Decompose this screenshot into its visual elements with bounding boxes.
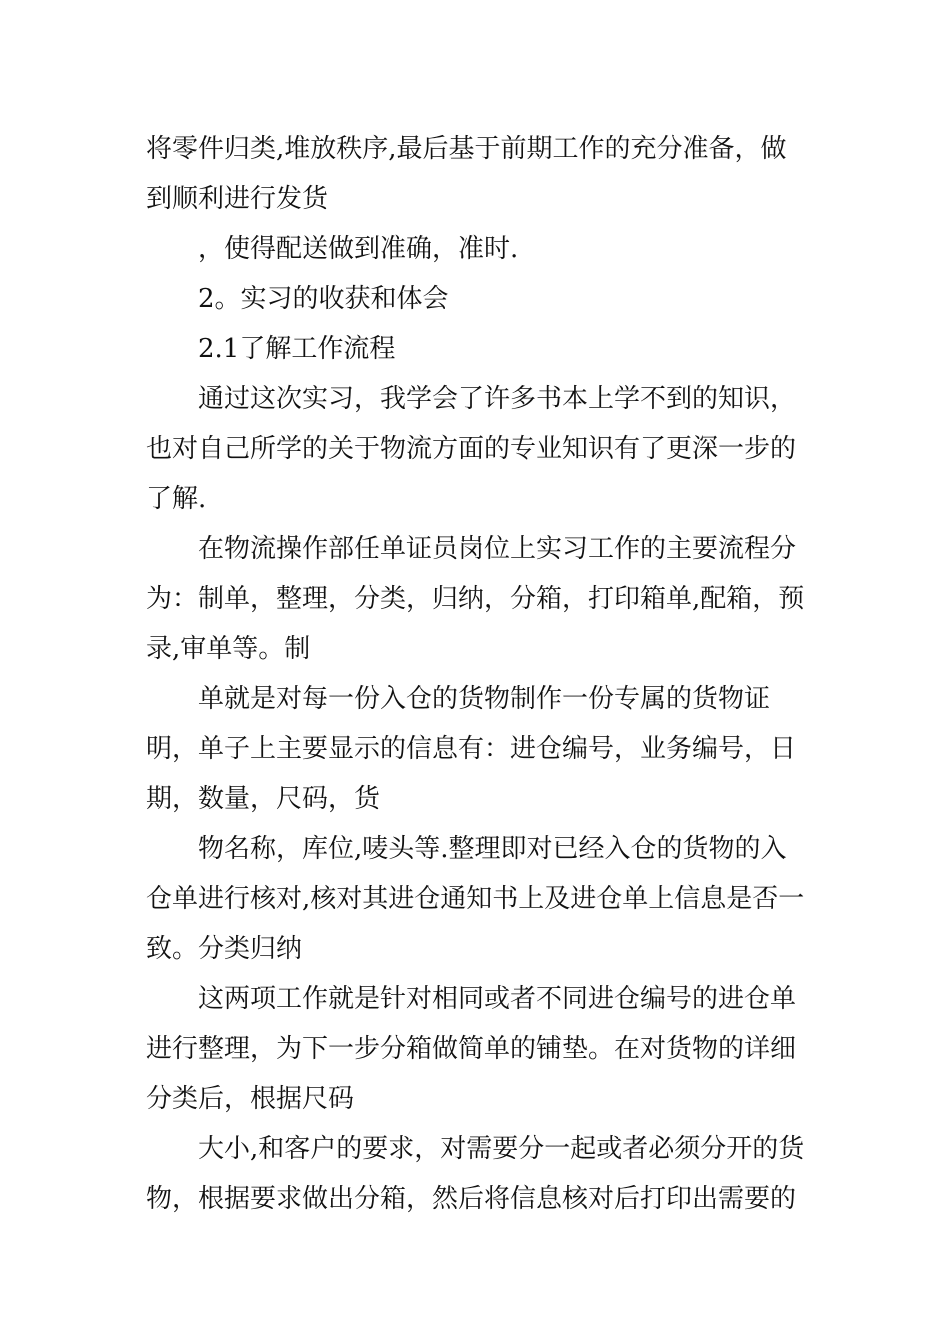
paragraph-1: 将零件归类,堆放秩序,最后基于前期工作的充分准备，做到顺利进行发货 bbox=[146, 134, 787, 214]
paragraph-2: ，使得配送做到准确，准时. bbox=[198, 234, 519, 264]
paragraph-8: 大小,和客户的要求，对需要分一起或者必须分开的货物，根据要求做出分箱，然后将信息核对后打印出需要的 bbox=[146, 1134, 805, 1214]
paragraph-6: 物名称，库位,唛头等.整理即对已经入仓的货物的入仓单进行核对,核对其进仓通知书上及进仓单上信息是否一致。分类归纳 bbox=[146, 834, 805, 964]
paragraph-4: 在物流操作部任单证员岗位上实习工作的主要流程分为：制单，整理，分类，归纳，分箱，打印箱单,配箱，预录,审单等。制 bbox=[146, 534, 805, 664]
paragraph-5: 单就是对每一份入仓的货物制作一份专属的货物证明，单子上主要显示的信息有：进仓编号，业务编号，日期，数量，尺码，货 bbox=[146, 684, 797, 814]
body-text bbox=[146, 124, 806, 1224]
paragraph-7: 这两项工作就是针对相同或者不同进仓编号的进仓单进行整理，为下一步分箱做简单的铺垫。在对货物的详细分类后，根据尺码 bbox=[146, 984, 797, 1114]
section-heading-2: 2。实习的收获和体会 bbox=[198, 284, 449, 314]
paragraph-3: 通过这次实习，我学会了许多书本上学不到的知识，也对自己所学的关于物流方面的专业知识有了更深一步的了解. bbox=[146, 384, 797, 514]
subsection-heading-2-1: 2.1了解工作流程 bbox=[198, 334, 396, 364]
